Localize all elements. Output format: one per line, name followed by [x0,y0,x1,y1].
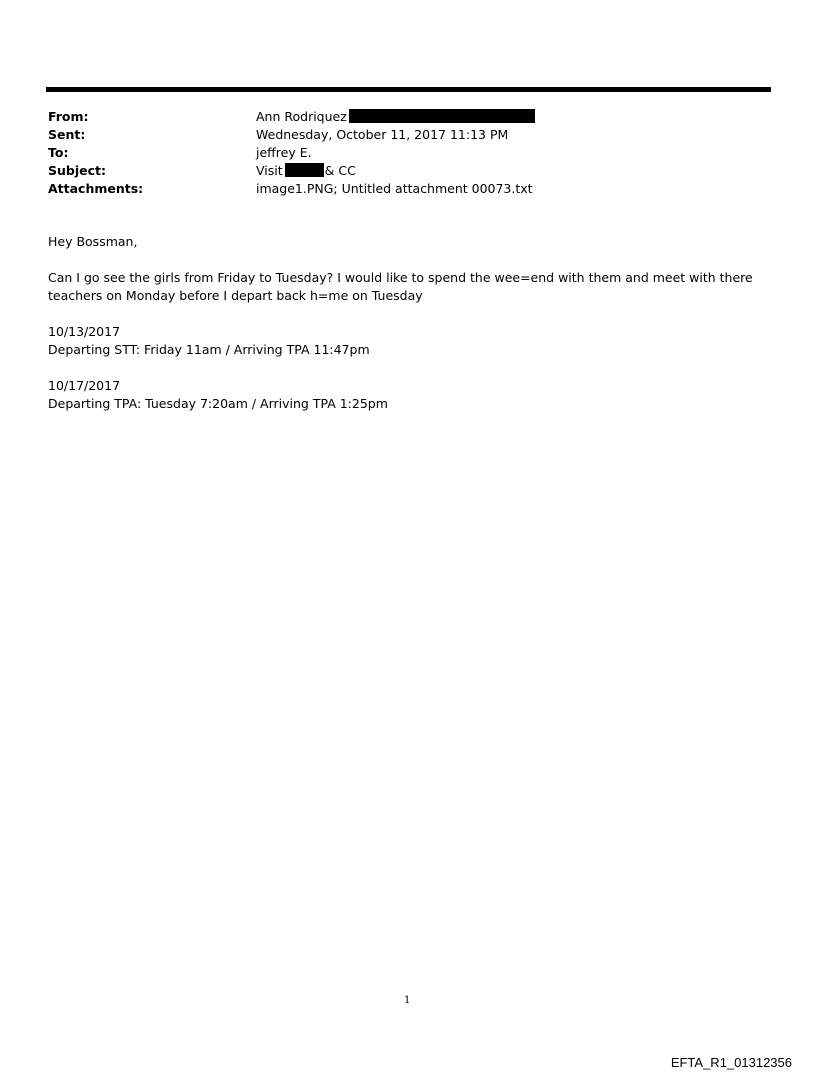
itinerary-line-2: Departing TPA: Tuesday 7:20am / Arriving TPA 1:25pm [48,396,388,411]
itinerary-date-1: 10/13/2017 [48,324,121,339]
email-paragraph-line-1: Can I go see the girls from Friday to Tuesday? I would like to spend the wee=end with them and meet with there [48,270,753,285]
subject-prefix: Visit [256,163,283,178]
from-row [48,108,748,126]
redaction-block [285,163,324,177]
from-value [256,108,535,126]
sent-label: Sent: [48,127,86,142]
from-name: Ann Rodriquez [256,109,347,124]
to-value: jeffrey E. [256,145,312,160]
header-divider [46,87,771,92]
redaction-block [349,109,535,123]
itinerary-line-1: Departing STT: Friday 11am / Arriving TPA 11:47pm [48,342,370,357]
document-id: EFTA_R1_01312356 [670,1055,792,1070]
from-label: From: [48,109,89,124]
email-paragraph-line-2: teachers on Monday before I depart back h=me on Tuesday [48,288,423,303]
itinerary-date-2: 10/17/2017 [48,378,121,393]
subject-label: Subject: [48,163,106,178]
page-number: 1 [404,995,411,1006]
to-label: To: [48,145,69,160]
email-greeting: Hey Bossman, [48,234,138,249]
subject-value [256,162,356,180]
sent-row [48,126,748,144]
attachments-value[interactable]: image1.PNG; Untitled attachment 00073.txt [256,181,533,196]
subject-row [48,162,748,180]
attachments-label: Attachments: [48,181,144,196]
to-row [48,144,748,162]
attachments-row [48,180,748,198]
subject-suffix: & CC [324,163,356,178]
sent-value: Wednesday, October 11, 2017 11:13 PM [256,127,509,142]
